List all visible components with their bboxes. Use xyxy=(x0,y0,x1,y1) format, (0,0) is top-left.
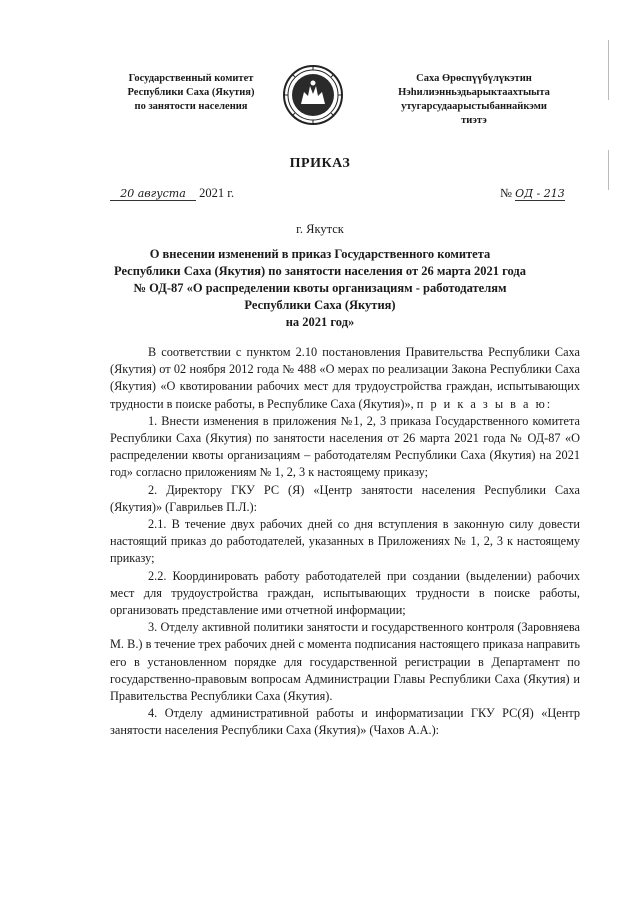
header-left-line: Государственный комитет xyxy=(128,73,254,84)
clause-4: 4. Отделу административной работы и информатизации ГКУ РС(Я) «Центр занятости населения Республики Саха (Якутия)» (Чахов А.А.): xyxy=(110,706,580,738)
header-left-org xyxy=(96,72,286,114)
republic-emblem-icon xyxy=(282,64,344,126)
header-right-org xyxy=(368,72,580,128)
clause-3: 3. Отделу активной политики занятости и государственного контроля (Заровняева М. В.) в течение трех рабочих дней с момента подписания настоящего приказа направить его в установленном порядке для государственной регистрации в Департамент по государственно-правовым вопросам Администрации Главы Республики Саха (Якутия) и Правительства Республики Саха (Якутия). xyxy=(110,620,580,704)
order-number xyxy=(500,186,565,201)
subject-line: № ОД-87 «О распределении квоты организациям - работодателям xyxy=(133,281,507,295)
header-left-line: Республики Саха (Якутия) xyxy=(127,87,255,98)
header-right-line: Саха Өрөспүүбүлүкэтин xyxy=(416,73,532,84)
date-year: 2021 г. xyxy=(199,186,235,200)
clause-2-2: 2.2. Координировать работу работодателей при создании (выделении) рабочих мест для трудоустройства граждан, испытывающих трудности в поиске работы, организовать представление ими отчетной информации; xyxy=(110,568,580,618)
document-title: ПРИКАЗ xyxy=(289,156,351,171)
preamble-text: В соответствии с пунктом 2.10 постановления Правительства Республики Саха (Якутия) от 02 ноября 2012 года № 488 «О мерах по реализации Закона Республики Саха (Якутия) «О квотировании рабочих мест для трудоустройства граждан, испытывающих трудности в поиске работы, в Республике Саха (Якутия)», xyxy=(110,345,580,411)
handwritten-number: ОД - 213 xyxy=(515,187,565,200)
order-date xyxy=(110,186,234,201)
preamble-paragraph xyxy=(110,344,580,413)
scan-edge-mark xyxy=(608,40,609,100)
city: г. Якутск xyxy=(296,222,344,236)
subject-line: О внесении изменений в приказ Государственного комитета xyxy=(149,247,491,261)
header-right-line: утугарсудаарыстыбаннайкэми xyxy=(401,101,547,112)
header-right-line: Нэһилиэнньэдьарыктаахтыыта xyxy=(398,87,550,98)
number-prefix: № xyxy=(500,186,512,200)
order-word: п р и к а з ы в а ю: xyxy=(416,396,553,411)
clause-2-1: 2.1. В течение двух рабочих дней со дня вступления в законную силу довести настоящий приказ до работодателей, указанных в Приложениях № 1, 2, 3 к настоящему приказу; xyxy=(110,517,580,566)
clause-1: 1. Внести изменения в приложения №1, 2, 3 приказа Государственного комитета Республики Саха (Якутия) по занятости населения от 26 марта 2021 года № ОД-87 «О распределении квоты организациям – работодателям Республики Саха (Якутия) на 2021 год» согласно приложениям № 1, 2, 3 к настоящему приказу; xyxy=(110,413,580,480)
handwritten-date: 20 августа xyxy=(110,187,196,201)
header-left-line: по занятости населения xyxy=(134,101,248,112)
subject-line: Республики Саха (Якутия) xyxy=(244,298,396,312)
subject-line: на 2021 год» xyxy=(285,315,355,329)
header-right-line: тиэтэ xyxy=(461,115,487,126)
order-subject xyxy=(100,246,540,331)
subject-line: Республики Саха (Якутия) по занятости населения от 26 марта 2021 года xyxy=(114,264,526,278)
order-body xyxy=(110,344,580,740)
clause-2: 2. Директору ГКУ РС (Я) «Центр занятости населения Республики Саха (Якутия)» (Гаврильев П.Л.): xyxy=(110,482,580,514)
